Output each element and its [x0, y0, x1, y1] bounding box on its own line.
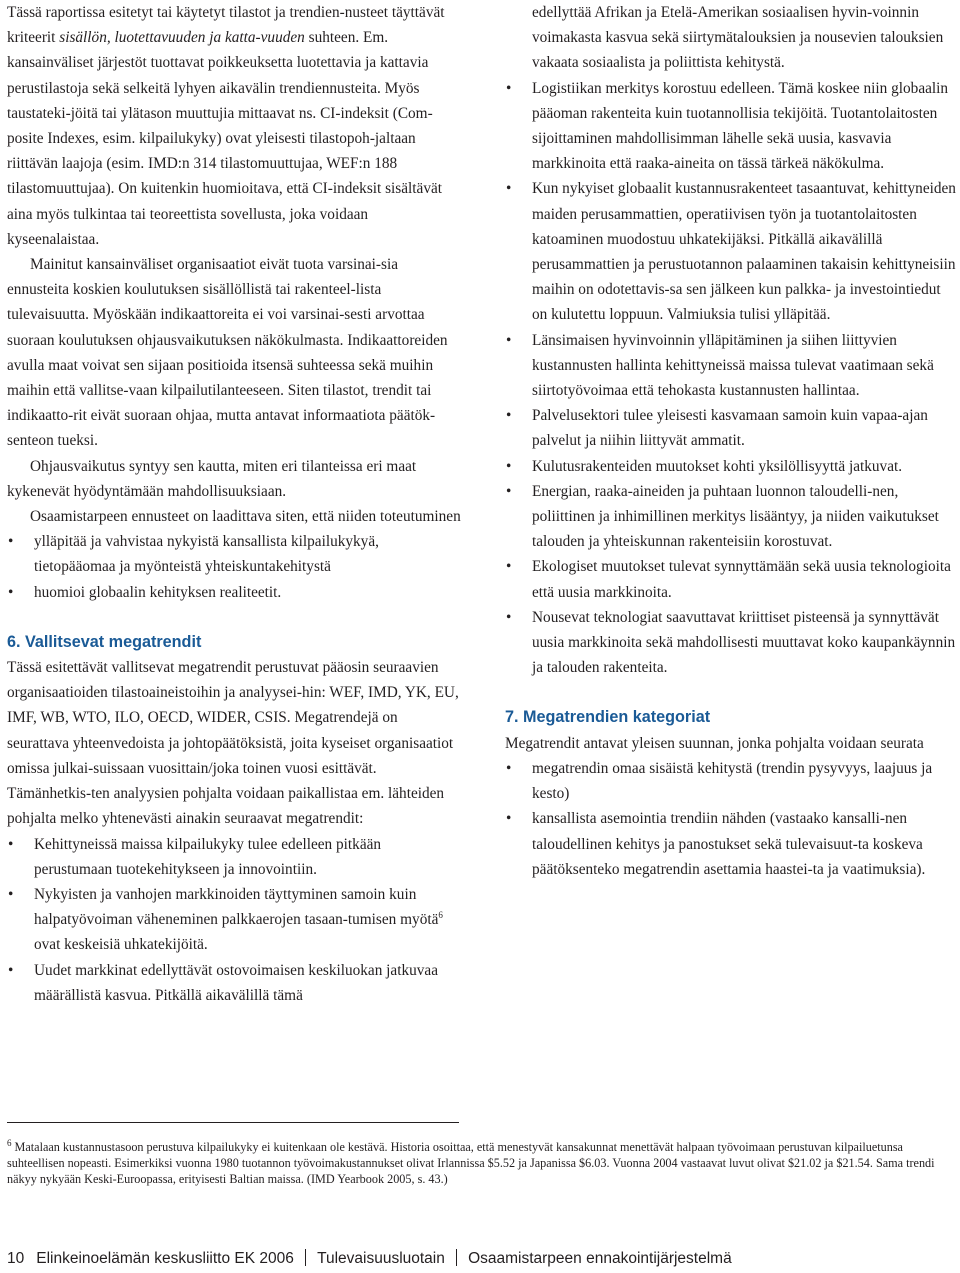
- right-column: [505, 0, 957, 882]
- footnote-divider: [7, 1122, 459, 1123]
- list-item: • ylläpitää ja vahvistaa nykyistä kansallista kilpailukykyä, tietopääomaa ja myönteistä yhteiskuntakehitystä: [7, 529, 461, 579]
- bullet-icon: •: [506, 759, 512, 777]
- paragraph-continuation: edellyttää Afrikan ja Etelä-Amerikan sosiaalisen hyvin-voinnin voimakasta kasvua sekä siirtymätalouksien ja nousevien talouksien vakaata sosiaalista ja poliittista kehitystä.: [532, 4, 944, 72]
- bullet-icon: •: [506, 331, 512, 349]
- paragraph-statistics-criteria: Tässä raportissa esitetyt tai käytetyt tilastot ja trendien-nusteet täyttävät kriteerit sisällön, luotettavuuden ja katta-vuuden suhteen. Em. kansainväliset järjestöt tuottavat poikkeuksetta luotettavia ja kattavia perustilastoja sekä selkeitä lyhyen aikavälin trendiennusteita. Myös taustateki-jöitä tai ylätason muuttujia mittaavat ns. CI-indeksit (Com-posite Indexes, esim. kilpailukyky) ovat yleisesti tilastopoh-jaltaan riittävän laajoja (esim. IMD:n 314 tilastomuuttujaa, WEF:n 188 tilastomuuttujaa). On kuitenkin huomioitava, että CI-indeksit sisältävät aina myös tulkintaa tai teoreettista sovellusta, joka voidaan kyseenalaistaa.: [7, 4, 445, 248]
- page-number: 10: [7, 1250, 25, 1267]
- footer-title: Osaamistarpeen ennakointijärjestelmä: [468, 1250, 732, 1267]
- criteria-italic: sisällön, luotettavuuden ja katta-vuuden: [59, 29, 305, 47]
- footnote-reference: 6: [438, 910, 443, 921]
- list-item: • Kulutusrakenteiden muutokset kohti yksilöllisyyttä jatkuvat.: [505, 454, 957, 479]
- bullet-icon: •: [8, 533, 14, 551]
- bullet-icon: •: [506, 810, 512, 828]
- bullet-icon: •: [506, 457, 512, 475]
- list-item: • Logistiikan merkitys korostuu edelleen. Tämä koskee niin globaalin pääoman rakenteita kuin tuotannollisia tekijöitä. Tuotantolaitosten sijoittaminen mahdollisimman lähelle sekä uusia, kasvavia markkinoita että raaka-aineita on tässä tärkeä näkökulma.: [505, 76, 957, 177]
- footer-divider: [305, 1249, 306, 1266]
- footer-publisher: Elinkeinoelämän keskusliitto EK 2006: [36, 1250, 294, 1267]
- left-column: [7, 0, 461, 1008]
- section-6-heading: 6. Vallitsevat megatrendit: [7, 632, 202, 651]
- footer-series: Tulevaisuusluotain: [317, 1250, 445, 1267]
- footnote: $^6$ Matalaan kustannustasoon perustuva kilpailukyky ei kuitenkaan ole kestävä. Historia osoittaa, että menestyvät kansakunnat menettävät halpaan työvoimaan perustuvan kilpailuetunsa suhteellisen nopeasti. Esimerkiksi vuonna 1980 tuotannon työvoimakustannukset olivat Irlannissa $5.52 ja Japanissa $6.03. Vuonna 2004 vastaavat luvut olivat $21.02 ja $21.54. Sama trendi näkyy nykyään Keski-Euroopassa, erityisesti Baltian maissa. (IMD Yearbook 2005, s. 43.): [7, 1137, 935, 1187]
- list-item: • huomioi globaalin kehityksen realiteetit.: [7, 580, 461, 605]
- list-item: • Nousevat teknologiat saavuttavat kriittiset pisteensä ja synnyttävät uusia markkinoita sekä mahdollisesti muuttavat koko kaupankäynnin ja talouden rakenteita.: [505, 605, 957, 681]
- list-item: • Länsimaisen hyvinvoinnin ylläpitäminen ja siihen liittyvien kustannusten hallinta kehittyneissä maissa tulevat vaatimaan sekä siirtotyövoimaa että tehokasta kustannusten hallintaa.: [505, 328, 957, 404]
- bullet-icon: •: [8, 835, 14, 853]
- list-item: • kansallista asemointia trendiin nähden (vastaako kansalli-nen taloudellinen kehitys ja panostukset sekä tulevaisuut-ta koskeva päätöksenteko megatrendin asettamia haastei-ta ja vaatimuksia).: [505, 806, 957, 882]
- bullet-icon: •: [506, 407, 512, 425]
- paragraph-steering-effect: Ohjausvaikutus syntyy sen kautta, miten eri tilanteissa eri maat kykenevät hyödyntämään mahdollisuuksiaan.: [7, 457, 417, 500]
- paragraph-organisations: Mainitut kansainväliset organisaatiot eivät tuota varsinai-sia ennusteita koskien koulutuksen sisällöllistä tai rakenteel-lista tulevaisuutta. Myöskään indikaattoreita ei voi varsinai-sesti arvottaa suoraan koulutuksen ohjausvaikutuksen näkökulmasta. Indikaattoreiden avulla maat voivat sen sijaan positioida itsensä suhteessa sekä muihin maihin että vallitse-vaan kilpailutilanteeseen. Siten tilastot, trendit tai indikaatto-rit eivät suoraan ohjaa, mutta antavat informaatiota päätök-senteon tueksi.: [7, 256, 448, 450]
- list-item: • Nykyisten ja vanhojen markkinoiden täyttyminen samoin kuin halpatyövoiman väheneminen palkkaerojen tasaan-tumisen myötä$^6$ ovat keskeisiä uhkatekijöitä.: [7, 882, 461, 958]
- bullet-icon: •: [506, 558, 512, 576]
- paragraph-megatrend-direction: Megatrendit antavat yleisen suunnan, jonka pohjalta voidaan seurata: [505, 734, 924, 752]
- paragraph-forecast-requirements: Osaamistarpeen ennusteet on laadittava siten, että niiden toteutuminen: [30, 508, 461, 526]
- page-footer: [7, 1249, 953, 1269]
- section-7-heading: 7. Megatrendien kategoriat: [505, 708, 711, 727]
- bullet-icon: •: [506, 482, 512, 500]
- bullet-icon: •: [506, 180, 512, 198]
- bullet-icon: •: [8, 961, 14, 979]
- bullet-icon: •: [506, 79, 512, 97]
- list-item: • Kehittyneissä maissa kilpailukyky tulee edelleen pitkään perustumaan tuotekehitykseen ja innovointiin.: [7, 832, 461, 882]
- paragraph-megatrends-sources: Tässä esitettävät vallitsevat megatrendit perustuvat pääosin seuraavien organisaatioiden tilastoaineistoihin ja analyysei-hin: WEF, IMD, YK, EU, IMF, WB, WTO, ILO, OECD, WIDER, CSIS. Megatrendejä on seurattava yhteenvedoista ja johtopäätöksistä, joita kyseiset organisaatiot omissa julkai-suissaan vuosittain/joka toinen vuosi esittävät. Tämänhetkis-ten analyysien pohjalta voidaan paikallistaa em. lähteiden pohjalta melko yhtenevästi ainakin seuraavat megatrendit:: [7, 659, 459, 828]
- bullet-icon: •: [506, 608, 512, 626]
- list-item: • Energian, raaka-aineiden ja puhtaan luonnon taloudelli-nen, poliittinen ja inhimillinen merkitys lisääntyy, ja niiden vaikutukset talouden ja yhteiskunnan rakenteisiin korostuvat.: [505, 479, 957, 555]
- list-item: • Uudet markkinat edellyttävät ostovoimaisen keskiluokan jatkuvaa määrällistä kasvua. Pitkällä aikavälillä tämä: [7, 958, 461, 1008]
- bullet-icon: •: [8, 583, 14, 601]
- footer-divider: [456, 1249, 457, 1266]
- list-item: • Palvelusektori tulee yleisesti kasvamaan samoin kuin vapaa-ajan palvelut ja niihin liittyvät ammatit.: [505, 403, 957, 453]
- footnote-number: 6: [7, 1137, 12, 1148]
- list-item: • Ekologiset muutokset tulevat synnyttämään sekä uusia teknologioita että uusia markkinoita.: [505, 554, 957, 604]
- list-item: • Kun nykyiset globaalit kustannusrakenteet tasaantuvat, kehittyneiden maiden perusammattien, operatiivisen työn ja tuotantolaitosten katoaminen muodostuu uhkatekijäksi. Pitkällä aikavälillä perusammattien ja perustuotannon palaaminen takaisin kehittyneisiin maihin on odotettavis-sa sen jälkeen kun palkka- ja investointiedut on kulutettu loppuun. Valmiuksia tulisi ylläpitää.: [505, 176, 957, 327]
- bullet-icon: •: [8, 885, 14, 903]
- list-item: • megatrendin omaa sisäistä kehitystä (trendin pysyvyys, laajuus ja kesto): [505, 756, 957, 806]
